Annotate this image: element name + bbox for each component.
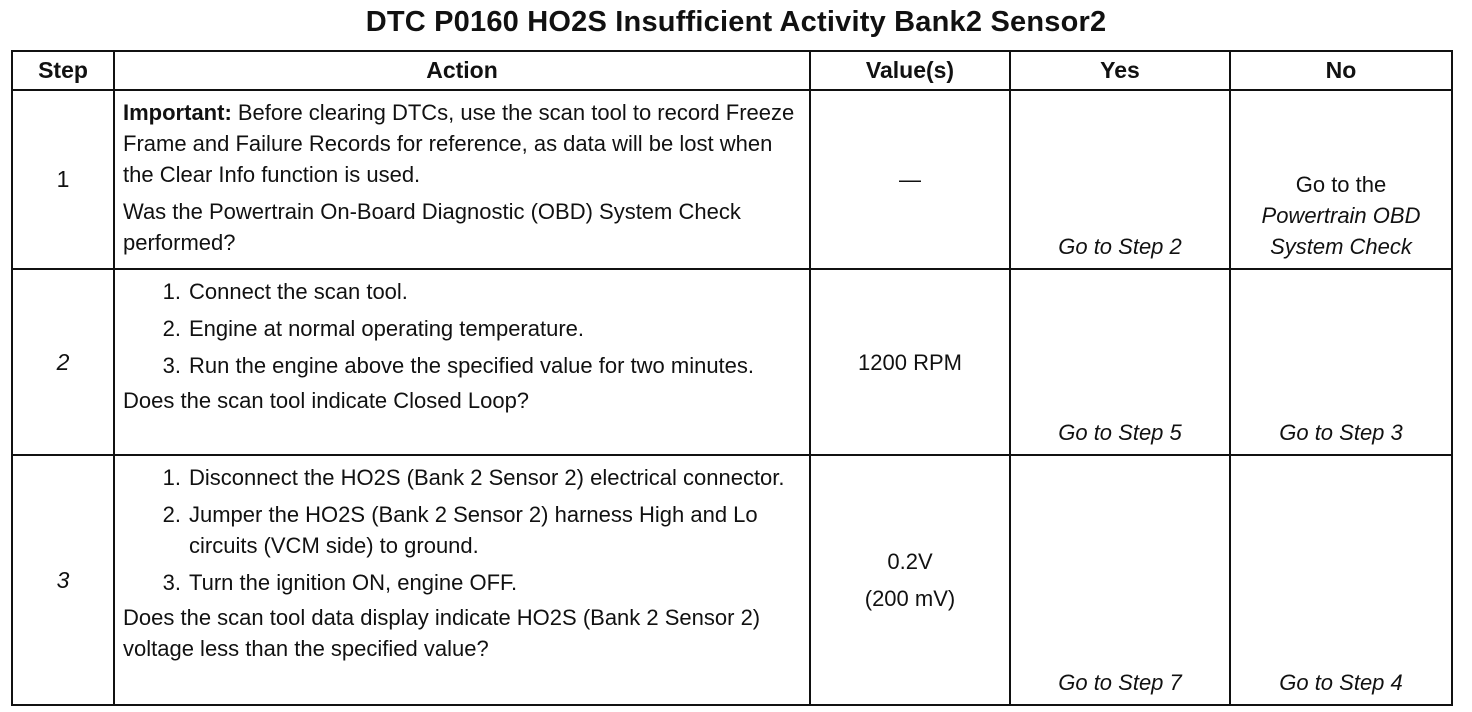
no-cell: Go to Step 3 [1230,269,1452,455]
page-title: DTC P0160 HO2S Insufficient Activity Bank2 Sensor2 [365,6,1107,38]
important-label: Important: [123,100,232,125]
yes-cell: Go to Step 2 [1010,90,1230,269]
important-note [123,97,799,190]
step-number: 2 [12,269,114,455]
diagnostic-table [11,50,1453,706]
action-cell [114,90,810,269]
action-cell [114,269,810,455]
table-row [12,269,1452,455]
list-item [123,462,799,493]
action-question: Was the Powertrain On-Board Diagnostic (OBD) System Check performed? [123,199,741,255]
value-cell [810,269,1010,455]
header-action: Action [114,51,810,90]
list-text: Jumper the HO2S (Bank 2 Sensor 2) harness High and Lo circuits (VCM side) to ground. [189,502,758,558]
powertrain-obd-link[interactable]: Powertrain OBD System Check [1261,203,1421,259]
list-number: 2. [162,502,181,527]
action-cell [114,455,810,705]
no-cell: Go to Step 4 [1230,455,1452,705]
action-question: Does the scan tool data display indicate HO2S (Bank 2 Sensor 2) voltage less than the specified value? [123,605,761,661]
list-text: Engine at normal operating temperature. [189,316,585,341]
list-number: 3. [162,353,181,378]
value-line-1: 0.2V [887,549,933,574]
header-no: No [1230,51,1452,90]
list-text: Run the engine above the specified value for two minutes. [189,353,755,378]
list-item [123,313,799,344]
header-step: Step [12,51,114,90]
table-row [12,90,1452,269]
list-item [123,350,799,381]
value-text: — [899,167,921,192]
action-list [123,276,799,381]
list-item [123,276,799,307]
list-item [123,499,799,561]
header-yes: Yes [1010,51,1230,90]
value-line-2: (200 mV) [864,586,956,611]
list-number: 3. [162,570,181,595]
list-item [123,567,799,598]
list-number: 1. [162,465,181,490]
value-cell [810,90,1010,269]
header-values: Value(s) [810,51,1010,90]
action-list [123,462,799,598]
yes-cell: Go to Step 7 [1010,455,1230,705]
step-number: 1 [12,90,114,269]
no-cell [1230,90,1452,269]
table-row [12,455,1452,705]
value-text: 1200 RPM [858,349,962,375]
yes-cell: Go to Step 5 [1010,269,1230,455]
value-cell [810,455,1010,705]
list-number: 1. [162,279,181,304]
list-number: 2. [162,316,181,341]
list-text: Turn the ignition ON, engine OFF. [189,570,518,595]
step-number: 3 [12,455,114,705]
no-prefix: Go to the [1295,172,1387,197]
list-text: Connect the scan tool. [189,279,408,304]
list-text: Disconnect the HO2S (Bank 2 Sensor 2) electrical connector. [189,465,785,490]
important-text: Before clearing DTCs, use the scan tool to record Freeze Frame and Failure Records for reference, as data will be lost when the Clear Info function is used. [123,100,795,187]
action-question: Does the scan tool indicate Closed Loop? [123,388,530,413]
header-row [12,51,1452,90]
